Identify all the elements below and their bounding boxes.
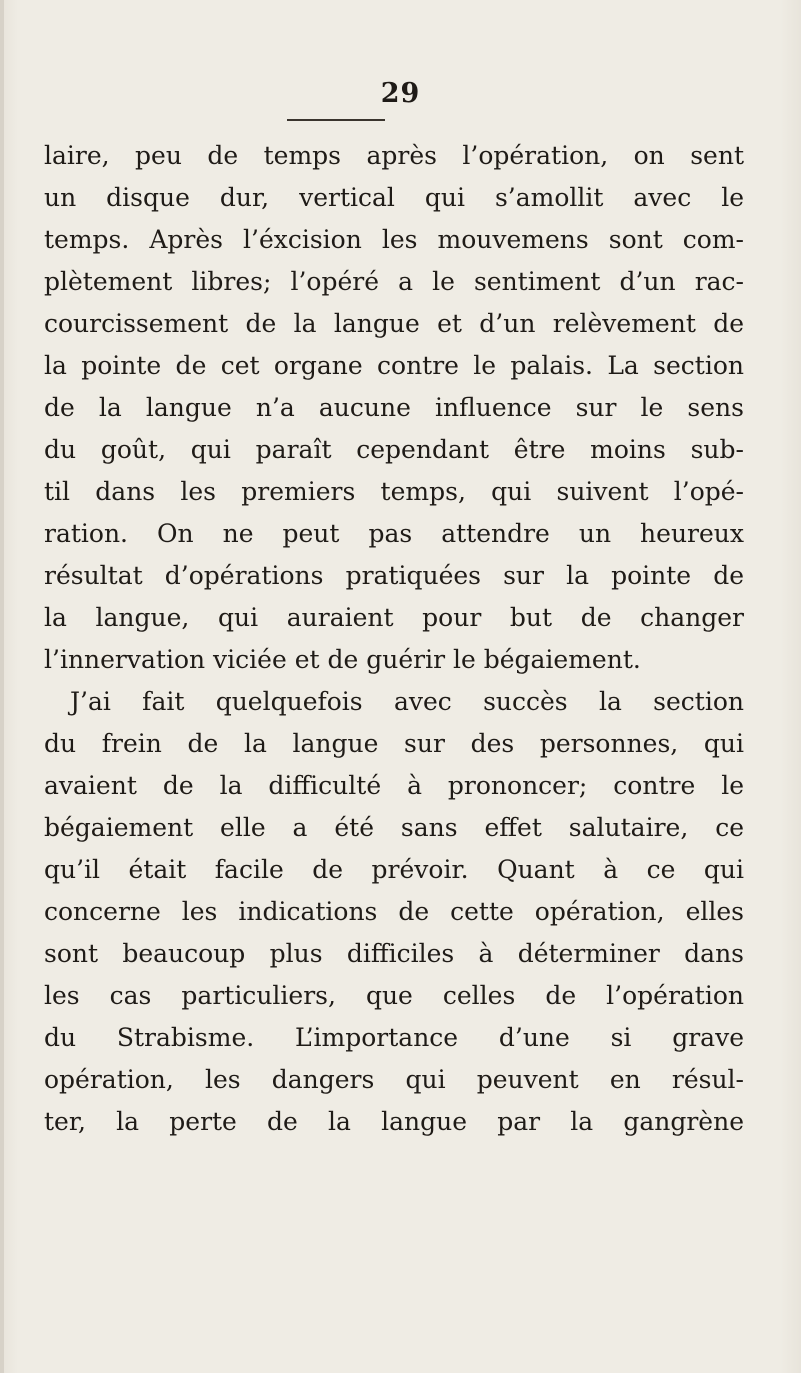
text-line: qu’il était facile de prévoir. Quant à ce qui	[44, 855, 744, 884]
text-line: du Strabisme. L’importance d’une si grave	[44, 1023, 744, 1052]
text-line: courcissement de la langue et d’un relèvement de	[44, 309, 744, 338]
text-line: du frein de la langue sur des personnes, qui	[44, 729, 744, 758]
text-line: un disque dur, vertical qui s’amollit avec le	[44, 183, 744, 212]
text-line: résultat d’opérations pratiquées sur la pointe de	[44, 561, 744, 590]
text-line: du goût, qui paraît cependant être moins sub-	[44, 435, 744, 464]
text-line: laire, peu de temps après l’opération, on sent	[44, 141, 744, 170]
text-line: concerne les indications de cette opération, elles	[44, 897, 744, 926]
text-line: bégaiement elle a été sans effet salutaire, ce	[44, 813, 744, 842]
text-line: temps. Après l’éxcision les mouvemens sont com-	[44, 225, 744, 254]
text-line: ration. On ne peut pas attendre un heureux	[44, 519, 744, 548]
page-edge	[0, 0, 4, 1373]
text-line: de la langue n’a aucune influence sur le sens	[44, 393, 744, 422]
text-line: opération, les dangers qui peuvent en résul-	[44, 1065, 744, 1094]
text-line: J’ai fait quelquefois avec succès la section	[70, 687, 744, 716]
text-line: avaient de la difficulté à prononcer; contre le	[44, 771, 744, 800]
text-line: sont beaucoup plus difficiles à déterminer dans	[44, 939, 744, 968]
text-line: les cas particuliers, que celles de l’opération	[44, 981, 744, 1010]
text-line: la langue, qui auraient pour but de changer	[44, 603, 744, 632]
text-line: plètement libres; l’opéré a le sentiment d’un rac-	[44, 267, 744, 296]
text-line: til dans les premiers temps, qui suivent l’opé-	[44, 477, 744, 506]
text-line: l’innervation viciée et de guérir le bégaiement.	[44, 645, 641, 674]
text-line: ter, la perte de la langue par la gangrène	[44, 1107, 744, 1136]
page-number: 29	[380, 78, 421, 109]
page-number-rule	[287, 119, 385, 121]
text-line: la pointe de cet organe contre le palais. La section	[44, 351, 744, 380]
